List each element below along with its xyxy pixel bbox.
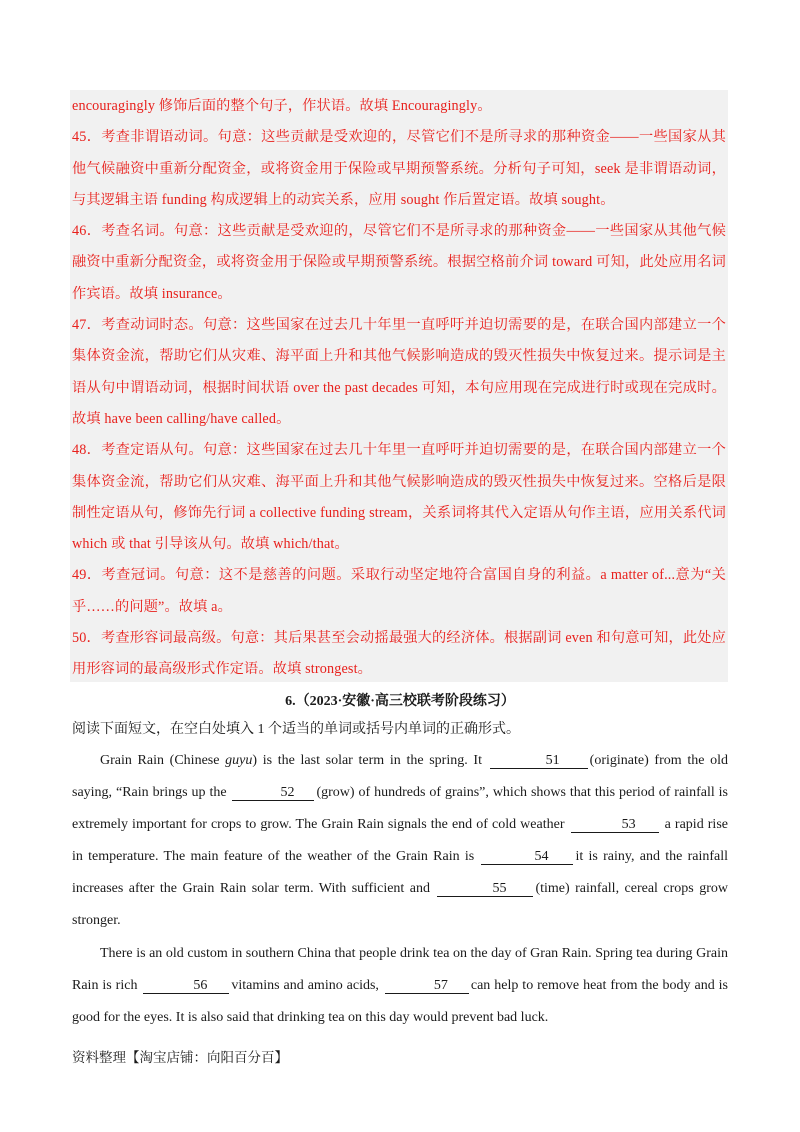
answer-45: 45．考查非谓语动词。句意：这些贡献是受欢迎的，尽管它们不是所寻求的那种资金——一些国家从其他气候融资中重新分配资金，或将资金用于保险或早期预警系统。分析句子可知，seek 是非谓语动词，与其逻辑主语 funding 构成逻辑上的动宾关系，应用 sought 作后置定语。故填 sought。 — [72, 129, 726, 208]
blank-53[interactable]: 53 — [571, 817, 659, 833]
passage-paragraph-1 — [72, 745, 728, 938]
answer-47: 47．考查动词时态。句意：这些国家在过去几十年里一直呼吁并迫切需要的是，在联合国内部建立一个集体资金流，帮助它们从灾难、海平面上升和其他气候影响造成的毁灭性损失中恢复过来。提示词是主语从句中谓语动词，根据时间状语 over the past decades 可知，本句应用现在完成进行时或现在完成时。故填 have been calling/have called。 — [72, 317, 726, 427]
answer-44-tail: encouragingly 修饰后面的整个句子，作状语。故填 Encouragingly。 — [72, 98, 492, 114]
text: Grain Rain (Chinese — [100, 753, 226, 768]
passage-paragraph-2 — [72, 938, 728, 1034]
text: (time) rainfall, cereal crops grow stronger. — [72, 881, 728, 929]
blank-54[interactable]: 54 — [481, 849, 573, 865]
instruction: 阅读下面短文，在空白处填入 1 个适当的单词或括号内单词的正确形式。 — [72, 722, 520, 737]
text: it is rainy, and the rainfall increases after the Grain Rain solar term. With sufficient and — [72, 849, 728, 897]
text: There is an old custom in southern China that people drink tea on the day of Gran Rain. Spring tea during Grain Rain is rich — [72, 945, 728, 993]
answer-explanations — [72, 91, 726, 686]
answer-50: 50．考查形容词最高级。句意：其后果甚至会动摇最强大的经济体。根据副词 even 和句意可知，此处应用形容词的最高级形式作定语。故填 strongest。 — [72, 630, 726, 678]
question-heading: 6.（2023·安徽·高三校联考阶段练习） — [285, 694, 515, 709]
answer-48: 48．考查定语从句。句意：这些国家在过去几十年里一直呼吁并迫切需要的是，在联合国内部建立一个集体资金流，帮助它们从灾难、海平面上升和其他气候影响造成的毁灭性损失中恢复过来。空格后是限制性定语从句，修饰先行词 a collective funding stream，关系词将其代入定语从句作主语，应用关系代词 which 或 that 引导该从句。故填 which/that。 — [72, 442, 726, 553]
footer-note: 资料整理【淘宝店铺：向阳百分百】 — [72, 1050, 288, 1065]
text: can help to remove heat from the body and is good for the eyes. It is also said that drinking tea on this day would prevent bad luck. — [72, 977, 728, 1025]
italic-term: guyu — [225, 753, 253, 768]
passage — [72, 745, 728, 1034]
text: ) is the last solar term in the spring. It — [252, 753, 488, 768]
blank-52[interactable]: 52 — [232, 785, 314, 801]
text: a rapid rise in temperature. The main feature of the weather of the Grain Rain is — [72, 817, 728, 865]
blank-56[interactable]: 56 — [143, 978, 229, 994]
blank-57[interactable]: 57 — [385, 978, 469, 994]
text: vitamins and amino acids, — [231, 977, 383, 993]
answer-46: 46．考查名词。句意：这些贡献是受欢迎的，尽管它们不是所寻求的那种资金——一些国家从其他气候融资中重新分配资金，或将资金用于保险或早期预警系统。根据空格前介词 toward 可知，此处应用名词作宾语。故填 insurance。 — [72, 223, 726, 302]
answer-49: 49．考查冠词。句意：这不是慈善的问题。采取行动坚定地符合富国自身的利益。a matter of...意为“关乎……的问题”。故填 a。 — [72, 567, 726, 615]
blank-55[interactable]: 55 — [437, 881, 533, 897]
text: (originate) from the old saying, “Rain brings up the — [72, 753, 728, 801]
blank-51[interactable]: 51 — [490, 753, 588, 769]
text: (grow) of hundreds of grains”, which shows that this period of rainfall is extremely important for crops to grow. The Grain Rain signals the end of cold weather — [72, 785, 728, 833]
